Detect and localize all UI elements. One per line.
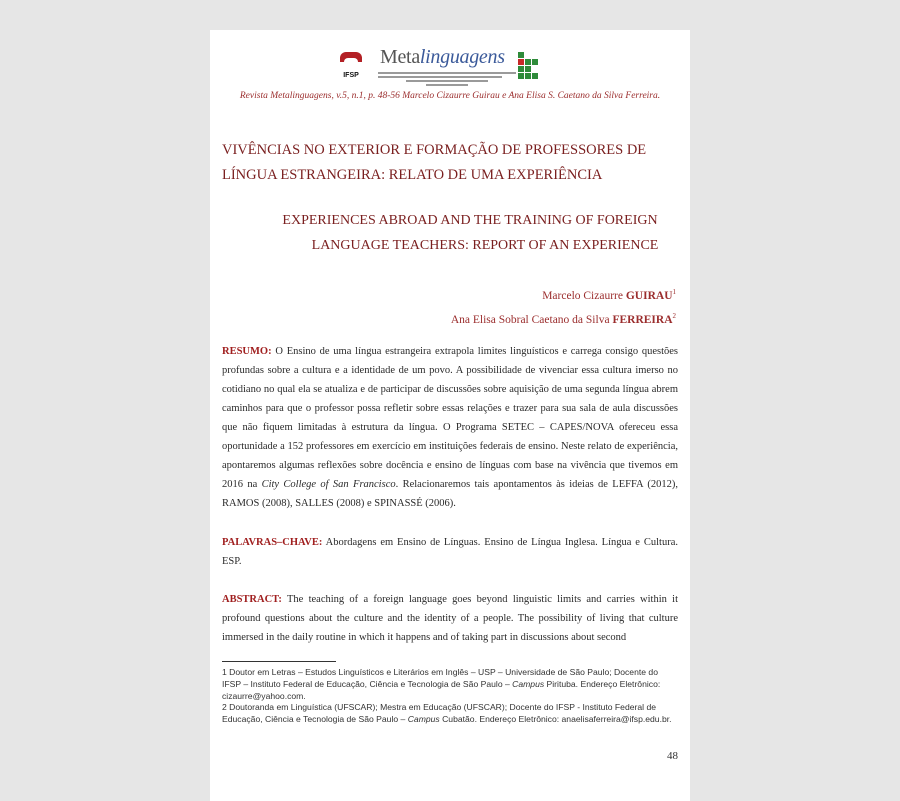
seal-text: IFSP: [343, 72, 359, 79]
footnote-divider: [222, 661, 336, 662]
abstract-paragraph: ABSTRACT: The teaching of a foreign language goes beyond linguistic limits and carries within it profound questions about the culture and the identity of a people. The possibility of living that culture immersed in the daily routine in which it happens and of taking part in discussions about second: [222, 594, 678, 643]
institute-seal-icon: [518, 52, 546, 82]
brand-subtitle-lines: [378, 70, 516, 88]
page-number: 48: [667, 750, 678, 762]
document-page: [210, 30, 690, 801]
keywords-paragraph: PALAVRAS–CHAVE: Abordagens em Ensino de Línguas. Ensino de Língua Inglesa. Língua e Cultura. ESP.: [222, 537, 678, 567]
running-header: Revista Metalinguagens, v.5, n.1, p. 48-56 Marcelo Cizaurre Guirau e Ana Elisa S. Caetano da Silva Ferreira.: [239, 91, 661, 101]
resumo-paragraph: RESUMO: O Ensino de uma língua estrangeira extrapola limites linguísticos e carrega consigo questões profundas sobre a cultura e a identidade de um povo. A possibilidade de vivenciar essa cultura imerso no cotidiano no qual ela se atualiza e de participar de discussões sobre aquisição de uma segunda língua abrem caminhos para que o professor possa refletir sobre essas relações e trazer para sua sala de aula discussões que não fiquem limitadas à estrutura da língua. O Programa SETEC – CAPES/NOVA ofereceu essa oportunidade a 152 professores em exercício em instituições federais de ensino. Neste relato de experiência, apontaremos algumas reflexões sobre docência e ensino de línguas com base na vivência que tivemos em 2016 na City College of San Francisco. Relacionaremos tais apontamentos às ideias de LEFFA (2012), RAMOS (2008), SALLES (2008) e SPINASSÉ (2006).: [222, 346, 678, 509]
keywords-label: PALAVRAS–CHAVE:: [222, 537, 323, 548]
journal-logo: [336, 46, 552, 90]
footnote-1: 1 Doutor em Letras – Estudos Linguísticos e Literários em Inglês – USP – Universidade de São Paulo; Docente do IFSP – Instituto Federal de Educação, Ciência e Tecnologia de São Paulo – Campus Pirituba. Endereço Eletrônico: cizaurre@yahoo.com.: [222, 667, 661, 701]
resumo-label: RESUMO:: [222, 346, 272, 357]
author-1: Marcelo Cizaurre GUIRAU$^1$: [542, 288, 676, 302]
title-english-line1: EXPERIENCES ABROAD AND THE TRAINING OF FOREIGN: [282, 213, 658, 228]
title-portuguese: VIVÊNCIAS NO EXTERIOR E FORMAÇÃO DE PROFESSORES DE LÍNGUA ESTRANGEIRA: RELATO DE UMA EXPERIÊNCIA: [222, 142, 647, 183]
title-english: [265, 208, 675, 258]
title-english-line2: LANGUAGE TEACHERS: REPORT OF AN EXPERIENCE: [311, 238, 659, 253]
ifsp-seal-icon: [336, 52, 366, 84]
abstract-label: ABSTRACT:: [222, 594, 282, 605]
author-list: [451, 282, 676, 330]
brand-wordmark: Metalinguagens: [380, 46, 505, 68]
author-2: Ana Elisa Sobral Caetano da Silva FERREIRA$^2$: [450, 311, 676, 326]
footnote-2: 2 Doutoranda em Linguística (UFSCAR); Mestra em Educação (UFSCAR); Docente do IFSP - Instituto Federal de Educação, Ciência e Tecnologia de São Paulo – Campus Cubatão. Endereço Eletrônico: anaelisaferreira@ifsp.edu.br.: [222, 702, 672, 724]
